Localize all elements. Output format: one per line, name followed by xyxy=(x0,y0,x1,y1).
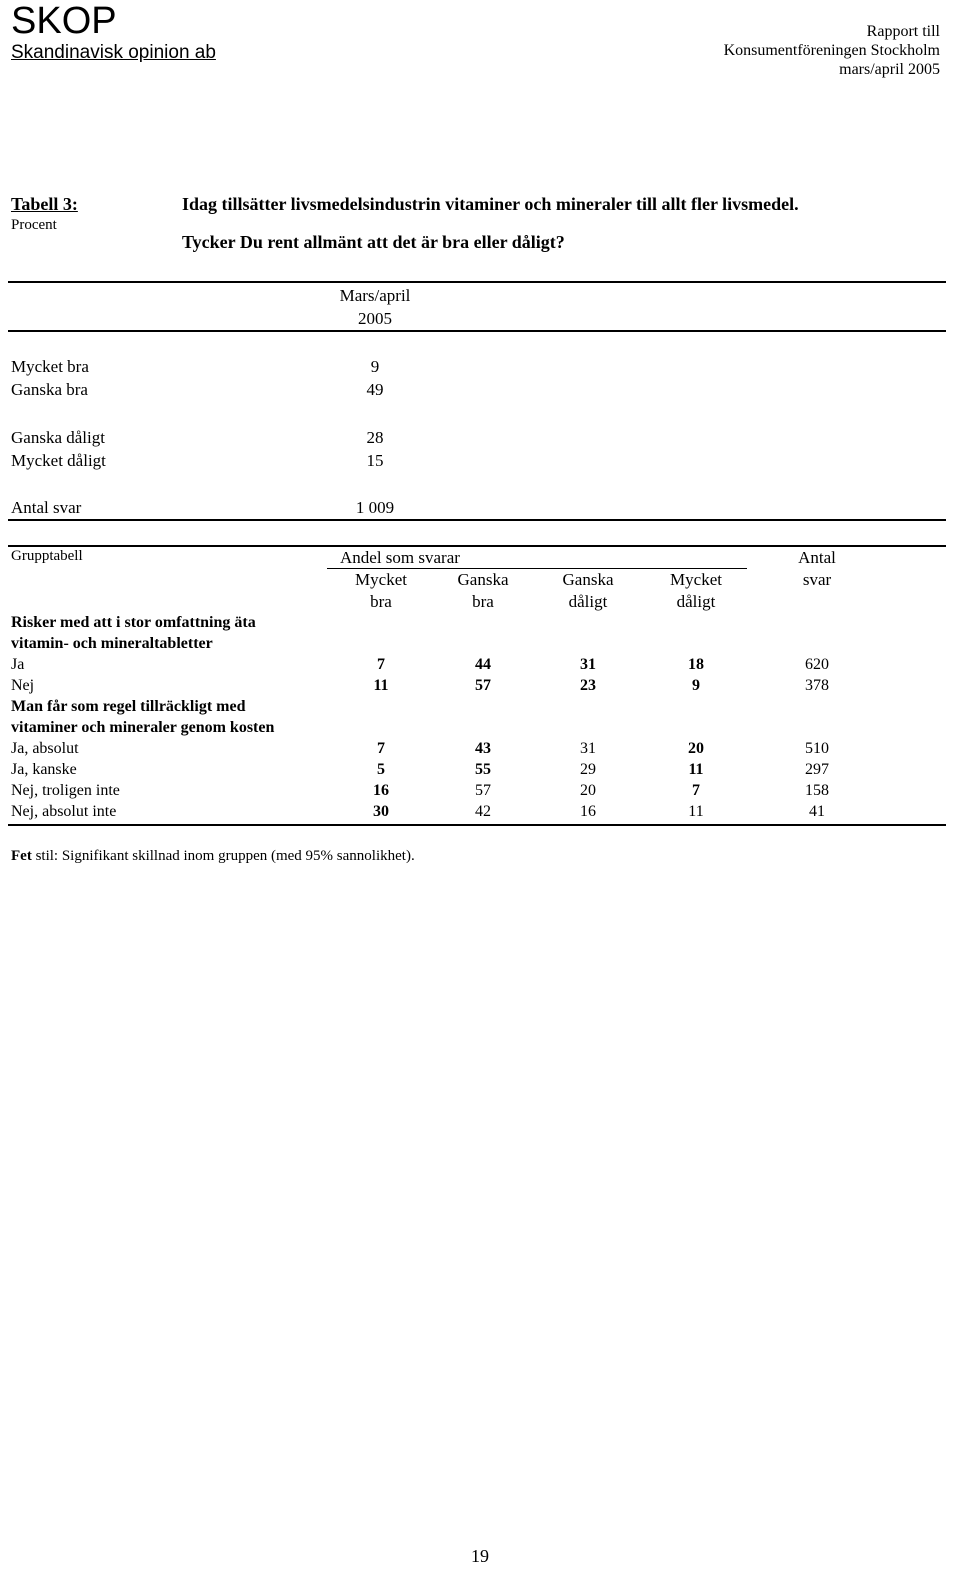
group-row-cell: 31 xyxy=(580,656,596,673)
group-row-label: Nej, absolut inte xyxy=(11,803,117,820)
report-recipient-line2: Konsumentföreningen Stockholm xyxy=(723,42,940,59)
group-row-cell: 11 xyxy=(373,677,389,694)
group-row-cell: 16 xyxy=(580,803,596,820)
group-row-cell: 57 xyxy=(475,677,491,694)
question-line2: Tycker Du rent allmänt att det är bra eller dåligt? xyxy=(182,232,565,252)
group-row-count: 510 xyxy=(805,740,829,757)
group-bottom-rule xyxy=(8,824,946,826)
group-row-cell: 57 xyxy=(475,782,491,799)
col-header-mycket-bra-line1: Mycket xyxy=(355,570,407,589)
summary-value-antal-svar: 1 009 xyxy=(355,498,395,517)
group-row-cell: 31 xyxy=(580,740,596,757)
report-date: mars/april 2005 xyxy=(839,61,940,78)
group-row-cell: 30 xyxy=(373,803,389,820)
summary-label-antal-svar: Antal svar xyxy=(11,498,82,517)
group-row-count: 297 xyxy=(805,761,829,778)
group-row-label: Ja xyxy=(11,656,25,673)
footnote-text: stil: Signifikant skillnad inom gruppen (med 95% sannolikhet). xyxy=(31,848,415,864)
group-heading-line2: vitaminer och mineraler genom kosten xyxy=(11,719,275,736)
summary-label-ganska-daligt: Ganska dåligt xyxy=(11,428,105,447)
footnote xyxy=(11,848,415,865)
group-table-title: Grupptabell xyxy=(11,548,83,564)
summary-period-line2: 2005 xyxy=(358,309,392,328)
table-label: Tabell 3: xyxy=(11,194,78,214)
group-row-cell: 55 xyxy=(475,761,491,778)
group-count-header-line1: Antal xyxy=(798,548,836,567)
group-row-cell: 7 xyxy=(692,782,700,799)
col-header-ganska-daligt-line1: Ganska xyxy=(562,570,614,589)
group-row-count: 378 xyxy=(805,677,829,694)
group-heading-line1: Man får som regel tillräckligt med xyxy=(11,698,246,715)
group-row-label: Ja, kanske xyxy=(11,761,77,778)
group-row-label: Ja, absolut xyxy=(11,740,79,757)
page-number: 19 xyxy=(471,1546,489,1566)
group-row-cell: 16 xyxy=(373,782,389,799)
group-share-underline xyxy=(327,568,747,569)
summary-label-mycket-bra: Mycket bra xyxy=(11,357,89,376)
group-row-cell: 9 xyxy=(692,677,700,694)
col-header-ganska-daligt-line2: dåligt xyxy=(568,592,608,611)
col-header-mycket-bra-line2: bra xyxy=(370,592,392,611)
summary-label-ganska-bra: Ganska bra xyxy=(11,380,88,399)
group-row-cell: 23 xyxy=(580,677,596,694)
group-row-cell: 42 xyxy=(475,803,491,820)
group-row-label: Nej, troligen inte xyxy=(11,782,120,799)
table-unit: Procent xyxy=(11,217,57,233)
summary-value-mycket-bra: 9 xyxy=(370,357,380,376)
col-header-ganska-bra-line2: bra xyxy=(472,592,494,611)
group-row-count: 41 xyxy=(809,803,825,820)
footnote-bold-word: Fet xyxy=(11,848,32,864)
group-row-cell: 7 xyxy=(377,656,385,673)
group-row-cell: 7 xyxy=(377,740,385,757)
group-row-cell: 20 xyxy=(688,740,704,757)
group-row-count: 158 xyxy=(805,782,829,799)
summary-value-ganska-daligt: 28 xyxy=(366,428,384,447)
group-top-rule xyxy=(8,545,946,547)
summary-header-rule xyxy=(8,330,946,332)
col-header-mycket-daligt-line1: Mycket xyxy=(670,570,722,589)
brand-logo: SKOP xyxy=(11,0,117,42)
group-count-header-line2: svar xyxy=(802,570,832,589)
group-share-header: Andel som svarar xyxy=(340,548,460,567)
summary-label-mycket-daligt: Mycket dåligt xyxy=(11,451,106,470)
group-heading-line1: Risker med att i stor omfattning äta xyxy=(11,614,256,631)
summary-period-line1: Mars/april xyxy=(339,286,411,305)
group-row-cell: 20 xyxy=(580,782,596,799)
group-row-cell: 5 xyxy=(377,761,385,778)
summary-value-mycket-daligt: 15 xyxy=(366,451,384,470)
summary-value-ganska-bra: 49 xyxy=(366,380,384,399)
col-header-ganska-bra-line1: Ganska xyxy=(457,570,509,589)
group-row-count: 620 xyxy=(805,656,829,673)
group-row-cell: 44 xyxy=(475,656,491,673)
group-row-cell: 18 xyxy=(688,656,704,673)
question-line1: Idag tillsätter livsmedelsindustrin vitaminer och mineraler till allt fler livsmedel. xyxy=(182,194,799,214)
group-row-cell: 43 xyxy=(475,740,491,757)
summary-top-rule xyxy=(8,281,946,283)
col-header-mycket-daligt-line2: dåligt xyxy=(676,592,716,611)
group-row-cell: 11 xyxy=(688,803,704,820)
group-heading-line2: vitamin- och mineraltabletter xyxy=(11,635,213,652)
report-recipient-line1: Rapport till xyxy=(866,23,940,40)
summary-bottom-rule xyxy=(8,519,946,521)
group-row-cell: 11 xyxy=(688,761,704,778)
group-row-label: Nej xyxy=(11,677,35,694)
brand-subtitle: Skandinavisk opinion ab xyxy=(11,42,216,63)
group-row-cell: 29 xyxy=(580,761,596,778)
